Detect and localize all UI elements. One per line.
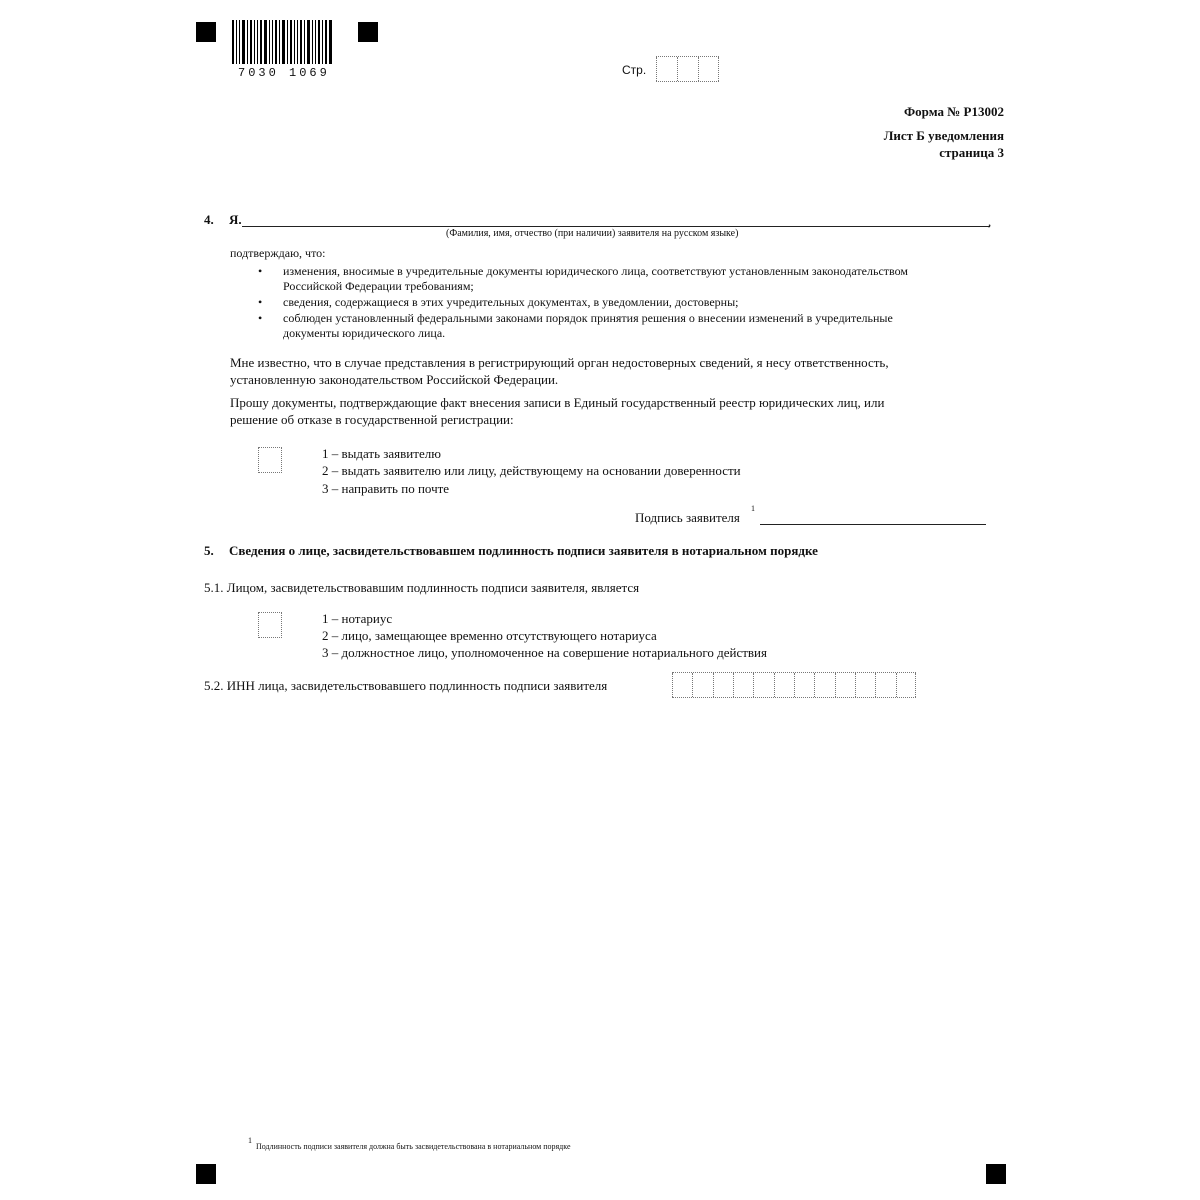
barcode-bar	[275, 20, 277, 64]
barcode-bar	[239, 20, 240, 64]
page-number-field[interactable]	[656, 56, 719, 82]
notary-option-3: 3 – должностное лицо, уполномоченное на совершение нотариального действия	[322, 645, 767, 660]
barcode-bar	[300, 20, 302, 64]
bullet-text-3a: соблюден установленный федеральными законами порядок принятия решения о внесении изменений в учредительные	[283, 311, 893, 325]
ya-label: Я.	[229, 212, 242, 227]
delivery-option-2: 2 – выдать заявителю или лицу, действующему на основании доверенности	[322, 463, 741, 478]
request-line-2: решение об отказе в государственной регистрации:	[230, 412, 514, 427]
barcode-bar	[287, 20, 288, 64]
barcode-bar	[264, 20, 267, 64]
barcode-bar	[236, 20, 237, 64]
signature-footnote-mark: 1	[751, 504, 755, 513]
signature-line[interactable]	[760, 524, 986, 525]
barcode-bar	[307, 20, 310, 64]
barcode-bar	[254, 20, 255, 64]
barcode-bar	[282, 20, 285, 64]
bullet-3: •	[258, 311, 263, 325]
inn-digit-cell[interactable]	[713, 673, 733, 697]
corner-marker-bottom-left	[196, 1164, 216, 1184]
barcode-bar	[312, 20, 313, 64]
barcode-bar	[315, 20, 316, 64]
notary-option-1: 1 – нотариус	[322, 611, 393, 626]
corner-marker-top-left	[196, 22, 216, 42]
liability-line-2: установленную законодательством Российской Федерации.	[230, 372, 559, 387]
section-5-number: 5.	[204, 543, 214, 558]
inn-digit-cell[interactable]	[875, 673, 895, 697]
bullet-text-1a: изменения, вносимые в учредительные документы юридического лица, соответствуют установленным законодательством	[283, 264, 908, 278]
form-number: Форма № Р13002	[904, 104, 1004, 119]
section-4-number: 4.	[204, 212, 214, 227]
bullet-1: •	[258, 264, 263, 278]
footnote-mark: 1	[248, 1136, 252, 1145]
barcode-bar	[304, 20, 305, 64]
inn-digit-cell[interactable]	[794, 673, 814, 697]
page-label: Стр.	[622, 63, 647, 77]
barcode-bar	[250, 20, 252, 64]
barcode-bar	[247, 20, 248, 64]
barcode-bar	[272, 20, 273, 64]
confirm-text: подтверждаю, что:	[230, 246, 326, 260]
inn-digit-cell[interactable]	[753, 673, 773, 697]
question-5-1: 5.1. Лицом, засвидетельствовавшим подлинность подписи заявителя, является	[204, 580, 640, 595]
barcode-bar	[329, 20, 332, 64]
fio-input-line[interactable]	[242, 226, 990, 227]
inn-digit-cell[interactable]	[733, 673, 753, 697]
delivery-option-1: 1 – выдать заявителю	[322, 446, 441, 461]
corner-marker-top-right	[358, 22, 378, 42]
liability-line-1: Мне известно, что в случае представления в регистрирующий орган недостоверных сведений, я несу ответственность,	[230, 355, 889, 370]
bullet-2: •	[258, 295, 263, 309]
fio-comma: ,	[988, 214, 992, 229]
corner-marker-bottom-right	[986, 1164, 1006, 1184]
inn-digit-cell[interactable]	[672, 673, 692, 697]
barcode-bar	[242, 20, 245, 64]
bullet-text-2: сведения, содержащиеся в этих учредительных документах, в уведомлении, достоверны;	[283, 295, 739, 309]
barcode	[232, 20, 342, 64]
barcode-bar	[294, 20, 295, 64]
sheet-title: Лист Б уведомления	[883, 128, 1004, 143]
request-line-1: Прошу документы, подтверждающие факт внесения записи в Единый государственный реестр юридических лиц, или	[230, 395, 885, 410]
barcode-bar	[325, 20, 327, 64]
barcode-bar	[322, 20, 323, 64]
barcode-bar	[297, 20, 298, 64]
notary-option-2: 2 – лицо, замещающее временно отсутствующего нотариуса	[322, 628, 657, 643]
delivery-option-3: 3 – направить по почте	[322, 481, 450, 496]
notary-choice-box[interactable]	[258, 612, 282, 638]
barcode-bar	[269, 20, 270, 64]
fio-caption: (Фамилия, имя, отчество (при наличии) заявителя на русском языке)	[446, 228, 739, 239]
inn-digit-cell[interactable]	[855, 673, 875, 697]
inn-digit-cell[interactable]	[692, 673, 712, 697]
sheet-page: страница 3	[939, 145, 1004, 160]
barcode-bar	[257, 20, 258, 64]
barcode-bar	[279, 20, 280, 64]
barcode-bar	[290, 20, 292, 64]
question-5-2: 5.2. ИНН лица, засвидетельствовавшего подлинность подписи заявителя	[204, 678, 608, 693]
inn-digit-cell[interactable]	[774, 673, 794, 697]
inn-field[interactable]	[672, 672, 916, 698]
section-5-title: Сведения о лице, засвидетельствовавшем подлинность подписи заявителя в нотариальном порядке	[229, 543, 818, 558]
barcode-number: 7030 1069	[238, 66, 330, 80]
bullet-text-1b: Российской Федерации требованиям;	[283, 279, 474, 293]
bullet-text-3b: документы юридического лица.	[283, 326, 446, 340]
barcode-bar	[318, 20, 320, 64]
signature-label: Подпись заявителя	[635, 510, 740, 525]
barcode-bar	[232, 20, 234, 64]
delivery-choice-box[interactable]	[258, 447, 282, 473]
footnote-text: Подлинность подписи заявителя должна быть засвидетельствована в нотариальном порядке	[256, 1142, 571, 1151]
inn-digit-cell[interactable]	[814, 673, 834, 697]
inn-digit-cell[interactable]	[896, 673, 916, 697]
inn-digit-cell[interactable]	[835, 673, 855, 697]
barcode-bar	[260, 20, 262, 64]
